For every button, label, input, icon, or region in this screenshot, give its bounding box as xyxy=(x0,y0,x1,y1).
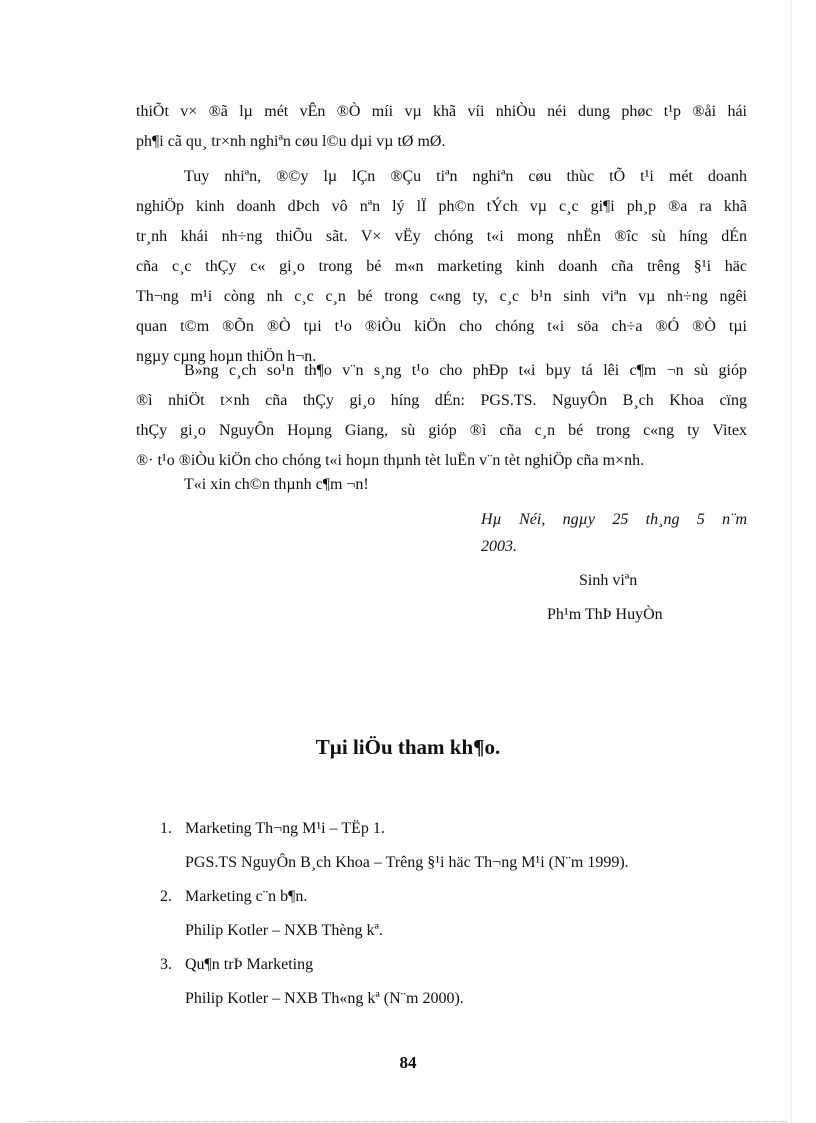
reference-number: 3. xyxy=(160,956,172,973)
list-item xyxy=(160,880,780,914)
reference-title: Qu¶n trÞ Marketing xyxy=(185,956,314,973)
text-line: tr¸nh khái nh÷ng thiÕu sãt. V× vËy chóng t«i mong nhËn ®îc sù híng dÉn xyxy=(136,228,747,245)
reference-title: Marketing Th¬ng M¹i – TËp 1. xyxy=(185,820,385,837)
reference-detail: PGS.TS NguyÔn B¸ch Khoa – Trêng §¹i häc Th¬ng M¹i (N¨m 1999). xyxy=(185,854,629,871)
page-number: 84 xyxy=(399,1053,417,1072)
text-line: cña c¸c thÇy c« gi¸o trong bé m«n marketing kinh doanh cña trêng §¹i häc xyxy=(136,258,747,275)
reference-detail: Philip Kotler – NXB Th«ng kª (N¨m 2000). xyxy=(185,990,464,1007)
list-item xyxy=(160,948,780,982)
reference-detail: Philip Kotler – NXB Thèng kª. xyxy=(185,922,383,939)
text-line: T«i xin ch©n thµnh c¶m ¬n! xyxy=(184,476,369,493)
paragraph-1 xyxy=(136,97,747,157)
text-line: thÇy gi¸o NguyÔn Hoµng Giang, sù gióp ®ì cña c¸n bé trong c«ng ty Vitex xyxy=(136,422,747,439)
signature-place-date-line1: Hµ Néi, ngµy 25 th¸ng 5 n¨m xyxy=(481,511,747,528)
signature-name: Ph¹m ThÞ HuyÒn xyxy=(547,606,663,623)
paragraph-3 xyxy=(136,356,747,476)
paragraph-4 xyxy=(136,470,747,500)
text-line: ®· t¹o ®iÒu kiÖn cho chóng t«i hoµn thµnh tèt luËn v¨n tèt nghiÖp cña m×nh. xyxy=(136,452,645,469)
text-line: Th¬ng m¹i còng nh c¸c c¸n bé trong c«ng ty, c¸c b¹n sinh viªn vµ nh÷ng ngêi xyxy=(136,288,747,305)
text-line: quan t©m ®Õn ®Ò tµi t¹o ®iÒu kiÖn cho chóng t«i söa ch÷a ®Ó ®Ò tµi xyxy=(136,318,747,335)
page-border-right xyxy=(791,0,792,1123)
text-line: B»ng c¸ch so¹n th¶o v¨n s¸ng t¹o cho phÐp t«i bµy tá lêi c¶m ¬n sù gióp xyxy=(184,362,747,379)
reference-title: Marketing c¨n b¶n. xyxy=(185,888,308,905)
signature-place-date-line2: 2003. xyxy=(481,538,517,555)
reference-number: 1. xyxy=(160,820,172,837)
text-line: Tuy nhiªn, ®©y lµ lÇn ®Çu tiªn nghiªn cøu thùc tÕ t¹i mét doanh xyxy=(184,168,747,185)
text-line: ngµy cµng hoµn thiÖn h¬n. xyxy=(136,348,317,365)
text-line: nghiÖp kinh doanh dÞch vô nªn lý lÏ ph©n tÝch vµ c¸c gi¶i ph¸p ®a ra khã xyxy=(136,198,747,215)
text-line: thiÕt v× ®ã lµ mét vÊn ®Ò míi vµ khã víi nhiÒu néi dung phøc t¹p ®åi hái xyxy=(136,103,747,120)
paragraph-2 xyxy=(136,162,747,372)
reference-number: 2. xyxy=(160,888,172,905)
page-border-bottom xyxy=(28,1121,788,1122)
list-item xyxy=(160,812,780,846)
signature-role: Sinh viªn xyxy=(579,572,638,589)
text-line: ph¶i cã qu¸ tr×nh nghiªn cøu l©u dµi vµ tØ mØ. xyxy=(136,133,446,150)
references-list xyxy=(160,812,780,1016)
references-title: Tµi liÖu tham kh¶o. xyxy=(315,735,501,759)
text-line: ®ì nhiÖt t×nh cña thÇy gi¸o híng dÉn: PGS.TS. NguyÔn B¸ch Khoa cïng xyxy=(136,392,747,409)
